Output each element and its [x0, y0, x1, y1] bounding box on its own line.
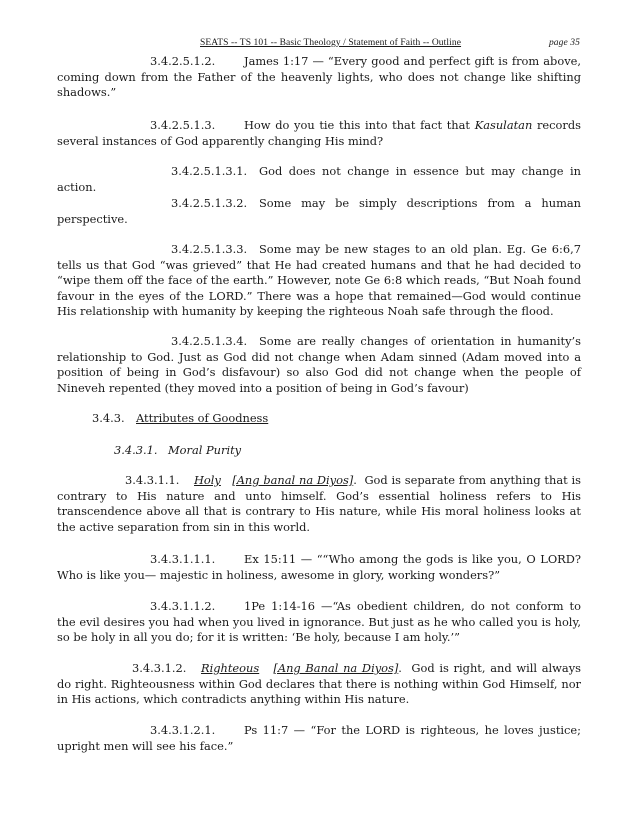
tagalog-term: [Ang Banal na Diyos] [273, 661, 399, 675]
paragraph-text: How do you tie this into that fact that [244, 118, 475, 132]
paragraph-text: Ex 15:11 — ““Who among the gods is like you, O LORD? Who is like you— majestic in holiness, awesome in glory, working wonders?” [57, 552, 581, 582]
paragraph-text: God does not change in essence but may change in action. [57, 164, 581, 194]
kasulatan-term: Kasulatan [474, 118, 533, 132]
paragraph-text-cont: records several instances of God apparently changing His mind? [57, 118, 581, 148]
paragraph-3-4-2-5-1-3-4 [57, 334, 581, 396]
outline-number: 3.4.3.1. [114, 443, 158, 457]
heading-attributes-of-goodness [57, 411, 581, 427]
outline-number: 3.4.2.5.1.2. [150, 54, 216, 68]
outline-number: 3.4.3. [92, 411, 125, 425]
paragraph-ex-15-11 [57, 552, 581, 583]
outline-number: 3.4.2.5.1.3.3. [171, 242, 248, 256]
outline-number: 3.4.3.1.1.1. [150, 552, 216, 566]
paragraph-3-4-2-5-1-3-1 [57, 164, 581, 195]
paragraph-text: Some are really changes of orientation in humanity’s relationship to God. Just as God did not change when Adam sinned (Adam moved into a position of being in God’s disfavour) so also God did not change when the people of Nineveh repented (they moved into a position of being in God’s favour) [57, 334, 581, 395]
page-header [200, 38, 580, 48]
paragraph-ps-11-7 [57, 723, 581, 754]
paragraph-3-4-2-5-1-3-2 [57, 196, 581, 227]
heading-moral-purity [57, 443, 581, 459]
section-title: Moral Purity [168, 443, 242, 457]
outline-number: 3.4.2.5.1.3.4. [171, 334, 248, 348]
outline-number: 3.4.3.1.2.1. [150, 723, 216, 737]
section-title: Attributes of Goodness [136, 411, 269, 425]
paragraph-3-4-2-5-1-3 [57, 118, 581, 149]
attribute-term: Righteous [201, 661, 260, 675]
paragraph-righteous: 3.4.3.1.2. Righteous [Ang Banal na Diyos]. God is right, and will always do right. Righteousness within God declares that there is nothing within God Himself, nor in His actions, which contradicts anything within His nature. [57, 661, 581, 707]
paragraph-holy: 3.4.3.1.1. Holy [Ang banal na Diyos]. God is separate from anything that is contrary to His nature and unto himself. God’s essential holiness refers to His transcendence above all that is contrary to His nature, while His moral holiness looks at the active separation from sin in this world. [57, 473, 581, 534]
paragraph-text: 1Pe 1:14-16 —“As obedient children, do not conform to the evil desires you had when you lived in ignorance. But just as he who called you is holy, so be holy in all you do; for it is written: ‘Be holy, because I am holy.’” [57, 599, 581, 645]
outline-number: 3.4.3.1.1. [125, 473, 180, 487]
attribute-term: Holy [194, 473, 221, 487]
paragraph-text: Some may be new stages to an old plan. Eg. Ge 6:6,7 tells us that God “was grieved” that He had created humans and that he had decided to “wipe them off the face of the earth.” However, note Ge 6:8 which reads, “But Noah found favour in the eyes of the LORD.” There was a hope that remained—God would continue His relationship with humanity by keeping the righteous Noah safe through the flood. [57, 242, 581, 319]
outline-number: 3.4.2.5.1.3.2. [171, 196, 248, 210]
paragraph-text: God is right, and will always do right. Righteousness within God declares that there is nothing within God Himself, nor in His actions, which contradicts anything within His nature. [57, 661, 581, 707]
outline-number: 3.4.3.1.2. [132, 661, 187, 675]
outline-number: 3.4.2.5.1.3. [150, 118, 216, 132]
tagalog-term: [Ang banal na Diyos] [232, 473, 354, 487]
paragraph-3-4-2-5-1-3-3 [57, 242, 581, 320]
paragraph-1pe-1-14 [57, 599, 581, 646]
outline-number: 3.4.2.5.1.3.1. [171, 164, 248, 178]
paragraph-text: James 1:17 — “Every good and perfect gift is from above, coming down from the Father of the heavenly lights, who does not change like shifting shadows.” [57, 54, 581, 100]
paragraph-text: Some may be simply descriptions from a human perspective. [57, 196, 581, 226]
outline-number: 3.4.3.1.1.2. [150, 599, 216, 613]
paragraph-3-4-2-5-1-2 [57, 54, 581, 101]
page-number: page 35 [548, 38, 580, 48]
header-title: SEATS -- TS 101 -- Basic Theology / Statement of Faith -- Outline [200, 38, 462, 48]
paragraph-text: Ps 11:7 — “For the LORD is righteous, he loves justice; upright men will see his face.” [57, 723, 581, 753]
paragraph-text: God is separate from anything that is contrary to His nature and unto himself. God’s essential holiness refers to His transcendence above all that is contrary to His nature, while His moral holiness looks at the active separation from sin in this world. [57, 473, 581, 534]
